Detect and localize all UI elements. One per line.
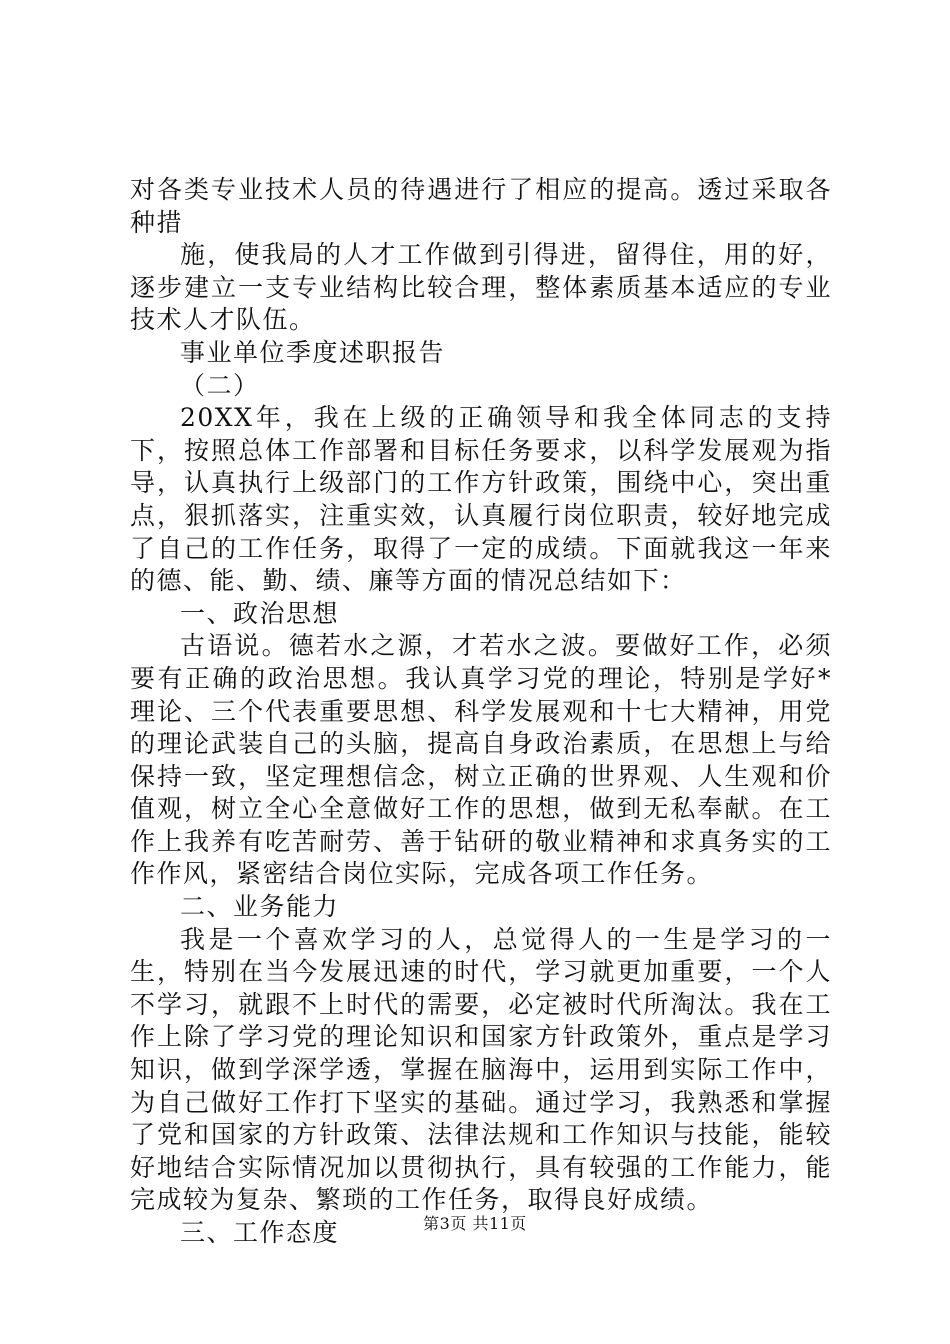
paragraph-politics: 古语说。德若水之源，才若水之波。要做好工作，必须要有正确的政治思想。我认真学习党的理论，特别是学好*理论、三个代表重要思想、科学发展观和十七大精神，用党的理论武装自己的头脑，提高自身政治素质，在思想上与给保持一致，坚定理想信念，树立正确的世界观、人生观和价值观，树立全心全意做好工作的思想，做到无私奉献。在工作上我养有吃苦耐劳、善于钻研的敬业精神和求真务实的工作作风，紧密结合岗位实际，完成各项工作任务。 [130,631,832,889]
document-body [130,174,832,1250]
section-heading-attitude: 三、工作态度 [180,1218,340,1247]
report-title: 事业单位季度述职报告 [180,337,446,367]
paragraph-ability: 我是一个喜欢学习的人，总觉得人的一生是学习的一生，特别在当今发展迅速的时代，学习就更加重要，一个人不学习，就跟不上时代的需要，必定被时代所淘汰。我在工作上除了学习党的理论知识和国家方针政策外，重点是学习知识，做到学深学透，掌握在脑海中，运用到实际工作中，为自己做好工作打下坚实的基础。通过学习，我熟悉和掌握了党和国家的方针政策、法律法规和工作知识与技能，能较好地结合实际情况加以贯彻执行，具有较强的工作能力，能完成较为复杂、繁琐的工作任务，取得良好成绩。 [130,924,832,1215]
page-number-footer: 第3页 共11页 [423,1214,527,1233]
paragraph-continuation: 对各类专业技术人员的待遇进行了相应的提高。透过采取各种措 [130,175,832,237]
paragraph-intro: 20XX年，我在上级的正确领导和我全体同志的支持下，按照总体工作部署和目标任务要求，以科学发展观为指导，认真执行上级部门的工作方针政策，围绕中心，突出重点，狠抓落实，注重实效，认真履行岗位职责，较好地完成了自己的工作任务，取得了一定的成绩。下面就我这一年来的德、能、勤、绩、廉等方面的情况总结如下： [130,403,832,596]
section-heading-politics: 一、政治思想 [180,598,340,628]
section-heading-ability: 二、业务能力 [180,892,340,922]
paragraph-talent-team: 施，使我局的人才工作做到引得进，留得住，用的好，逐步建立一支专业结构比较合理，整体素质基本适应的专业技术人才队伍。 [130,240,832,335]
report-subtitle: （二） [180,370,260,400]
